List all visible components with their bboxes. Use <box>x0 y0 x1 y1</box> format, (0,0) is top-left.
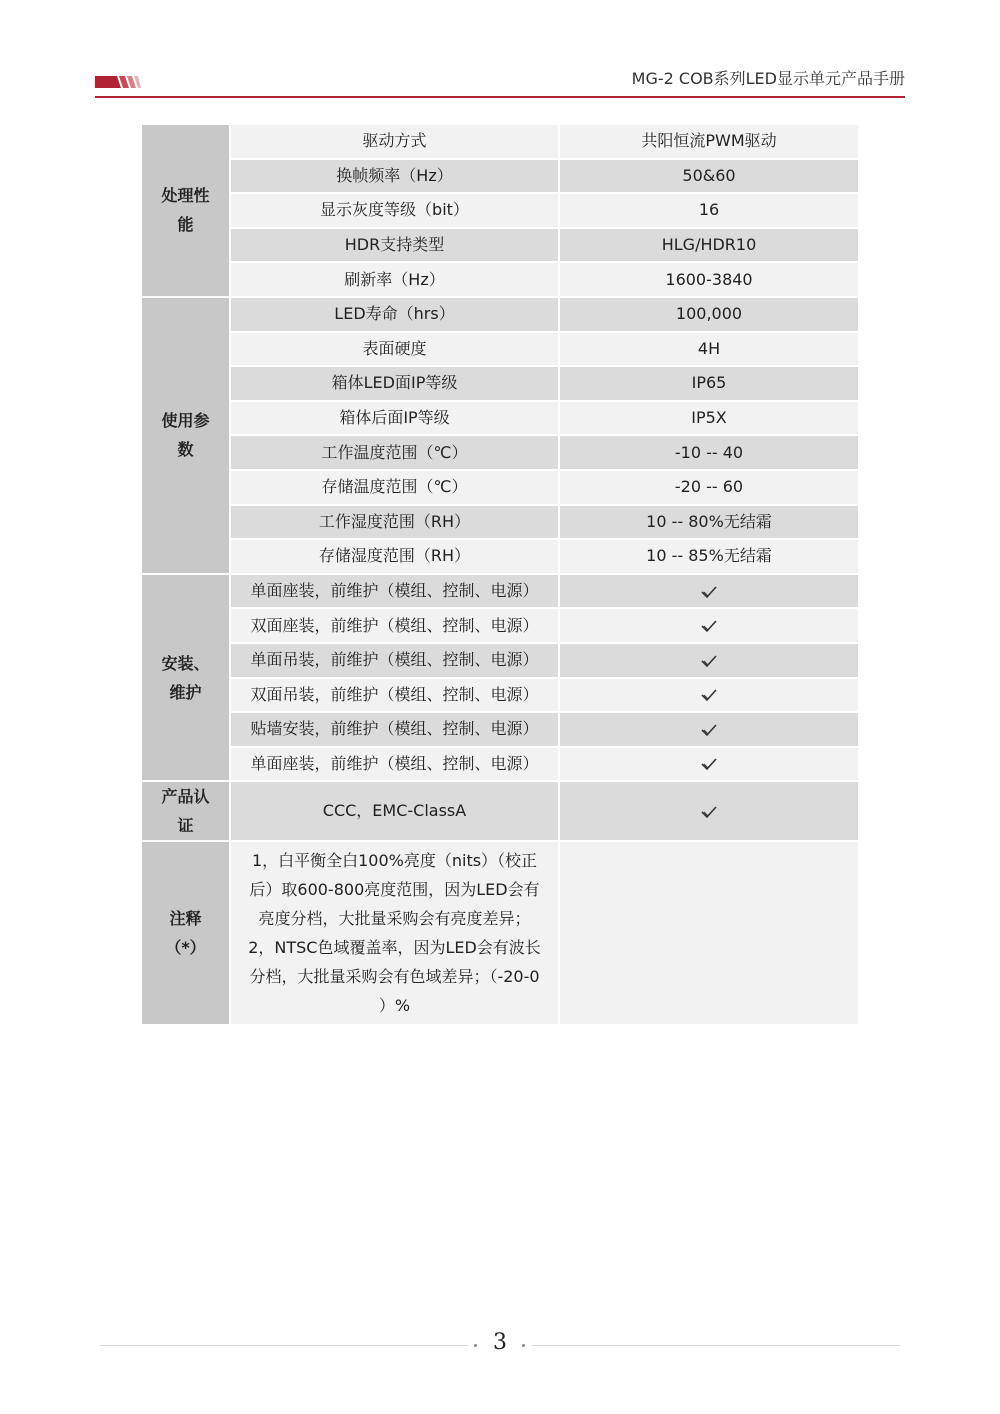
footer-dot-right <box>522 1344 525 1347</box>
spec-item: 单面座装，前维护（模组、控制、电源） <box>230 747 559 782</box>
note-line: 1，白平衡全白100%亮度（nits）（校正 <box>251 851 538 871</box>
note-line: 分档，大批量采购会有色域差异；（-20-0 <box>249 967 540 987</box>
note-line: 亮度分档，大批量采购会有亮度差异； <box>258 909 531 929</box>
spec-item: 刷新率（Hz） <box>230 262 559 297</box>
footer-divider-right <box>532 1345 900 1346</box>
check-icon <box>700 585 718 599</box>
spec-item: 存储湿度范围（RH） <box>230 539 559 574</box>
footer-dot-left <box>474 1344 477 1347</box>
spec-value <box>559 712 858 747</box>
spec-item: 箱体后面IP等级 <box>230 401 559 436</box>
table-row <box>142 159 858 194</box>
table-row <box>142 574 858 609</box>
table-row <box>142 470 858 505</box>
spec-item: 工作温度范围（℃） <box>230 435 559 470</box>
table-row <box>142 125 858 159</box>
footer-divider-left <box>100 1345 468 1346</box>
table-row <box>142 435 858 470</box>
table-row <box>142 781 858 841</box>
check-icon <box>700 654 718 668</box>
spec-value: -20 -- 60 <box>559 470 858 505</box>
spec-item: 单面座装，前维护（模组、控制、电源） <box>230 574 559 609</box>
category-certification: 产品认证 <box>142 781 230 841</box>
spec-table <box>142 125 858 1026</box>
table-row <box>142 643 858 678</box>
spec-value: 100,000 <box>559 297 858 332</box>
spec-item: 双面座装，前维护（模组、控制、电源） <box>230 608 559 643</box>
category-usage: 使用参数 <box>142 297 230 574</box>
spec-item: CCC，EMC-ClassA <box>230 781 559 841</box>
spec-item: 换帧频率（Hz） <box>230 159 559 194</box>
spec-value: 4H <box>559 332 858 367</box>
spec-value <box>559 608 858 643</box>
spec-item: HDR支持类型 <box>230 228 559 263</box>
check-icon <box>700 619 718 633</box>
check-icon <box>700 688 718 702</box>
spec-item: 单面吊装，前维护（模组、控制、电源） <box>230 643 559 678</box>
spec-value <box>559 574 858 609</box>
spec-item: LED寿命（hrs） <box>230 297 559 332</box>
table-row <box>142 678 858 713</box>
check-icon <box>700 723 718 737</box>
table-row <box>142 332 858 367</box>
table-row <box>142 401 858 436</box>
brand-logo-icon <box>95 76 141 88</box>
spec-value: HLG/HDR10 <box>559 228 858 263</box>
notes-text <box>230 841 559 1025</box>
table-row <box>142 747 858 782</box>
note-line: 后）取600-800亮度范围，因为LED会有 <box>249 880 540 900</box>
spec-item: 双面吊装，前维护（模组、控制、电源） <box>230 678 559 713</box>
spec-item: 存储温度范围（℃） <box>230 470 559 505</box>
header-divider <box>95 96 905 98</box>
spec-item: 工作湿度范围（RH） <box>230 505 559 540</box>
table-row <box>142 228 858 263</box>
spec-item: 驱动方式 <box>230 125 559 159</box>
spec-value <box>559 747 858 782</box>
spec-value <box>559 781 858 841</box>
spec-value: IP65 <box>559 366 858 401</box>
category-notes: 注释（*） <box>142 841 230 1025</box>
spec-value: 共阳恒流PWM驱动 <box>559 125 858 159</box>
spec-value: -10 -- 40 <box>559 435 858 470</box>
spec-value <box>559 678 858 713</box>
category-installation: 安装、维护 <box>142 574 230 782</box>
spec-item: 表面硬度 <box>230 332 559 367</box>
table-row <box>142 841 858 1025</box>
check-icon <box>700 757 718 771</box>
table-row <box>142 712 858 747</box>
note-line: 2，NTSC色域覆盖率，因为LED会有波长 <box>248 938 541 958</box>
spec-item: 贴墙安装，前维护（模组、控制、电源） <box>230 712 559 747</box>
check-icon <box>700 805 718 819</box>
spec-value: 50&60 <box>559 159 858 194</box>
spec-value: IP5X <box>559 401 858 436</box>
table-row <box>142 505 858 540</box>
spec-value: 10 -- 85%无结霜 <box>559 539 858 574</box>
table-row <box>142 193 858 228</box>
spec-item: 箱体LED面IP等级 <box>230 366 559 401</box>
spec-value: 10 -- 80%无结霜 <box>559 505 858 540</box>
note-line: ）% <box>378 996 411 1016</box>
page-number: 3 <box>493 1330 507 1355</box>
document-title: MG-2 COB系列LED显示单元产品手册 <box>631 69 905 88</box>
notes-blank-cell <box>559 841 858 1025</box>
table-row <box>142 297 858 332</box>
spec-value: 1600-3840 <box>559 262 858 297</box>
table-row <box>142 539 858 574</box>
table-row <box>142 262 858 297</box>
spec-item: 显示灰度等级（bit） <box>230 193 559 228</box>
category-processing: 处理性能 <box>142 125 230 297</box>
table-row <box>142 366 858 401</box>
spec-value: 16 <box>559 193 858 228</box>
table-row <box>142 608 858 643</box>
spec-value <box>559 643 858 678</box>
